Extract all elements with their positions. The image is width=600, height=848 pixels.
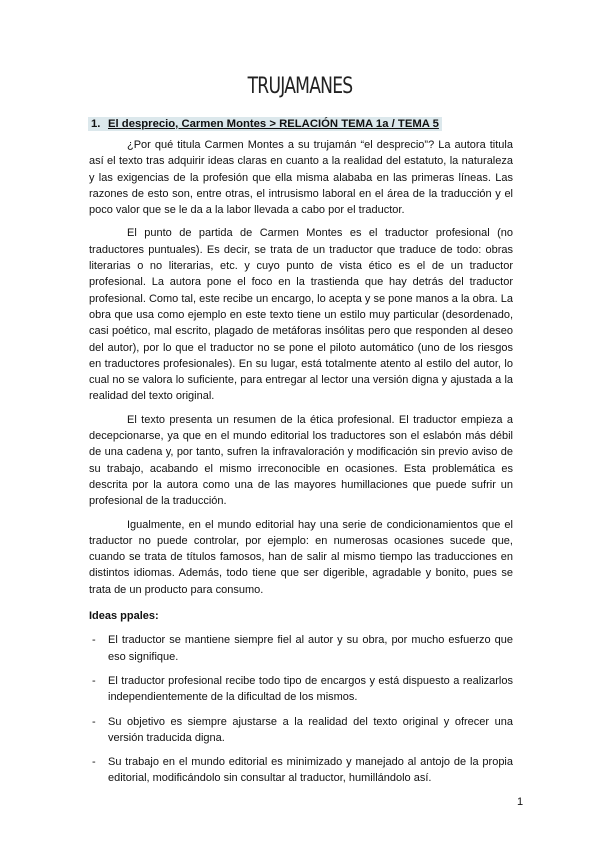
paragraph: El punto de partida de Carmen Montes es el traductor profesional (no traductores puntuales). Es decir, se trata de un traductor que traduce de todo: obras literarias o no literarias, etc. y cuyo punto de vista ético es el de un traductor profesional. La autora pone el foco en la trastienda que hay detrás del traductor profesional. Como tal, este recibe un encargo, lo acepta y se pone manos a la obra. La obra que usa como ejemplo en este texto tiene un estilo muy particular (desordenado, casi poético, mal escrito, plagado de metáforas insólitas pero que responden al deseo del autor), por lo que el traductor no se pone el piloto automático (uno de los riesgos en traductores profesionales). En su lugar, está totalmente atento al estilo del autor, lo cual no se valora lo suficiente, para entregar al lector una versión digna y ajustada a la realidad del texto original. (89, 227, 513, 403)
bullet-dash: - (92, 715, 96, 728)
document-title: TRUJAMANES (247, 74, 353, 99)
list-item (89, 754, 513, 787)
section-heading-text: El desprecio, Carmen Montes > RELACIÓN TEMA 1a / TEMA 5 (108, 118, 439, 130)
list-item-text: Su objetivo es siempre ajustarse a la realidad del texto original y ofrecer una versión traducida digna. (108, 715, 513, 744)
page-number: 1 (517, 796, 524, 808)
bullet-dash: - (92, 634, 96, 647)
list-item-text: Su trabajo en el mundo editorial es minimizado y manejado al antojo de la propia editorial, modificándolo sin consultar al traductor, humillándolo así. (108, 756, 513, 785)
paragraph: ¿Por qué titula Carmen Montes a su trujamán “el desprecio”? La autora titula así el texto tras adquirir ideas claras en cuanto a la realidad del estatuto, la naturaleza y las exigencias de la profesión que ella misma alababa en las primeras líneas. Las razones de esto son, entre otras, el intrusismo laboral en el área de la traducción y el poco valor que se le da a la labor llevada a cabo por el traductor. (89, 139, 513, 217)
section-heading (88, 117, 442, 131)
list-item-text: El traductor profesional recibe todo tipo de encargos y está dispuesto a realizarlos independientemente de la dificultad de los mismos. (108, 674, 513, 704)
paragraph: Igualmente, en el mundo editorial hay una serie de condicionamientos que el traductor no puede controlar, por ejemplo: en numerosas ocasiones sucede que, cuando se trata de títulos famosos, han de salir al mismo tiempo las traducciones en distintos idiomas. Además, todo tiene que ser digerible, agradable y bonito, pues se trata de un producto para consumo. (89, 518, 513, 596)
list-item (89, 714, 513, 747)
list-item (89, 632, 513, 665)
document-body (89, 137, 513, 795)
bullet-dash: - (92, 674, 96, 687)
bullet-dash: - (92, 756, 96, 769)
paragraph: El texto presenta un resumen de la ética profesional. El traductor empieza a decepcionarse, ya que en el mundo editorial los traductores son el eslabón más débil de una cadena y, por tanto, sufren la infravaloración y modificación sin previo aviso de su trabajo, acabando el mismo irreconocible en ocasiones. Esta problemática es descrita por la autora como una de las mayores humillaciones que puede sufrir un profesional de la traducción. (89, 413, 513, 508)
list-item (89, 673, 513, 706)
section-number: 1. (91, 118, 101, 130)
ideas-list (89, 632, 513, 786)
ideas-label: Ideas ppales: (89, 610, 159, 623)
list-item-text: El traductor se mantiene siempre fiel al autor y su obra, por mucho esfuerzo que eso signifique. (108, 634, 513, 663)
